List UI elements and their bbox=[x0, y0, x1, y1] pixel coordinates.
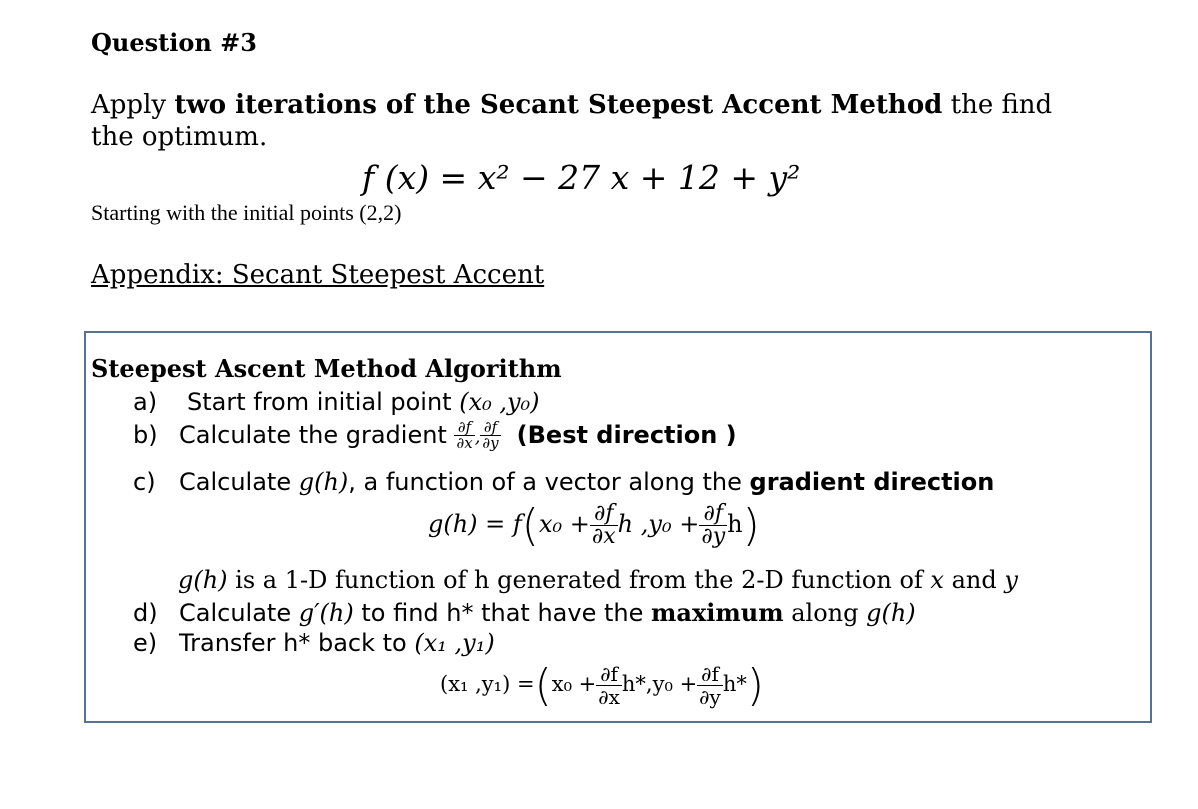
step-b: b) Calculate the gradient $\frac{\partial f}{\partial x}$ , $\frac{\partial f}{\partial y}$ (Best direction ) bbox=[133, 418, 737, 452]
gh-description: g(h) is a 1-D function of h generated from the 2-D function of x and y bbox=[178, 566, 1018, 594]
start-text: Starting with the initial points (2,2) bbox=[91, 200, 402, 225]
algorithm-title: Steepest Ascent Method Algorithm bbox=[91, 354, 562, 383]
problem-bold: two iterations of the Secant Steepest Accent Method bbox=[174, 90, 943, 120]
feq-fraction-x: $\frac{\partial f}{\partial x}$ bbox=[598, 662, 620, 709]
problem-statement: Apply two iterations of the Secant Steepest Accent Method the find the optimum. bbox=[91, 90, 1053, 152]
appendix-heading: Appendix: Secant Steepest Accent bbox=[91, 260, 545, 290]
geq-fraction-x: $\frac{\partial f}{\partial x}$ bbox=[591, 501, 616, 549]
gradient-fraction-y: $\frac{\partial f}{\partial y}$ bbox=[482, 418, 499, 452]
gh-equation: g(h) = f(x₀ + $\frac{\partial f}{\partial x}$ h ,y₀ + $\frac{\partial f}{\partial y}$ h) bbox=[428, 500, 760, 551]
gradient-fraction-x: $\frac{\partial f}{\partial x}$ bbox=[456, 418, 473, 452]
update-equation: (x₁ ,y₁) =(x₀ + $\frac{\partial f}{\partial x}$ h*,y₀ + $\frac{\partial f}{\partial y}$ h*) bbox=[440, 660, 765, 711]
feq-fraction-y: $\frac{\partial f}{\partial y}$ bbox=[699, 662, 721, 709]
geq-fraction-y: $\frac{\partial f}{\partial y}$ bbox=[701, 501, 726, 549]
objective-function: f (x) = x² − 27 x + 12 + y² bbox=[362, 158, 801, 197]
step-d: d) Calculate g′(h) to find h* that have the maximum along g(h) bbox=[133, 598, 916, 627]
step-c: c) Calculate g(h), a function of a vector along the gradient direction bbox=[133, 468, 995, 496]
step-a: a) Start from initial point (x₀ ,y₀) bbox=[133, 388, 540, 416]
step-e: e) Transfer h* back to (x₁ ,y₁) bbox=[133, 629, 495, 657]
question-title: Question #3 bbox=[91, 28, 257, 57]
